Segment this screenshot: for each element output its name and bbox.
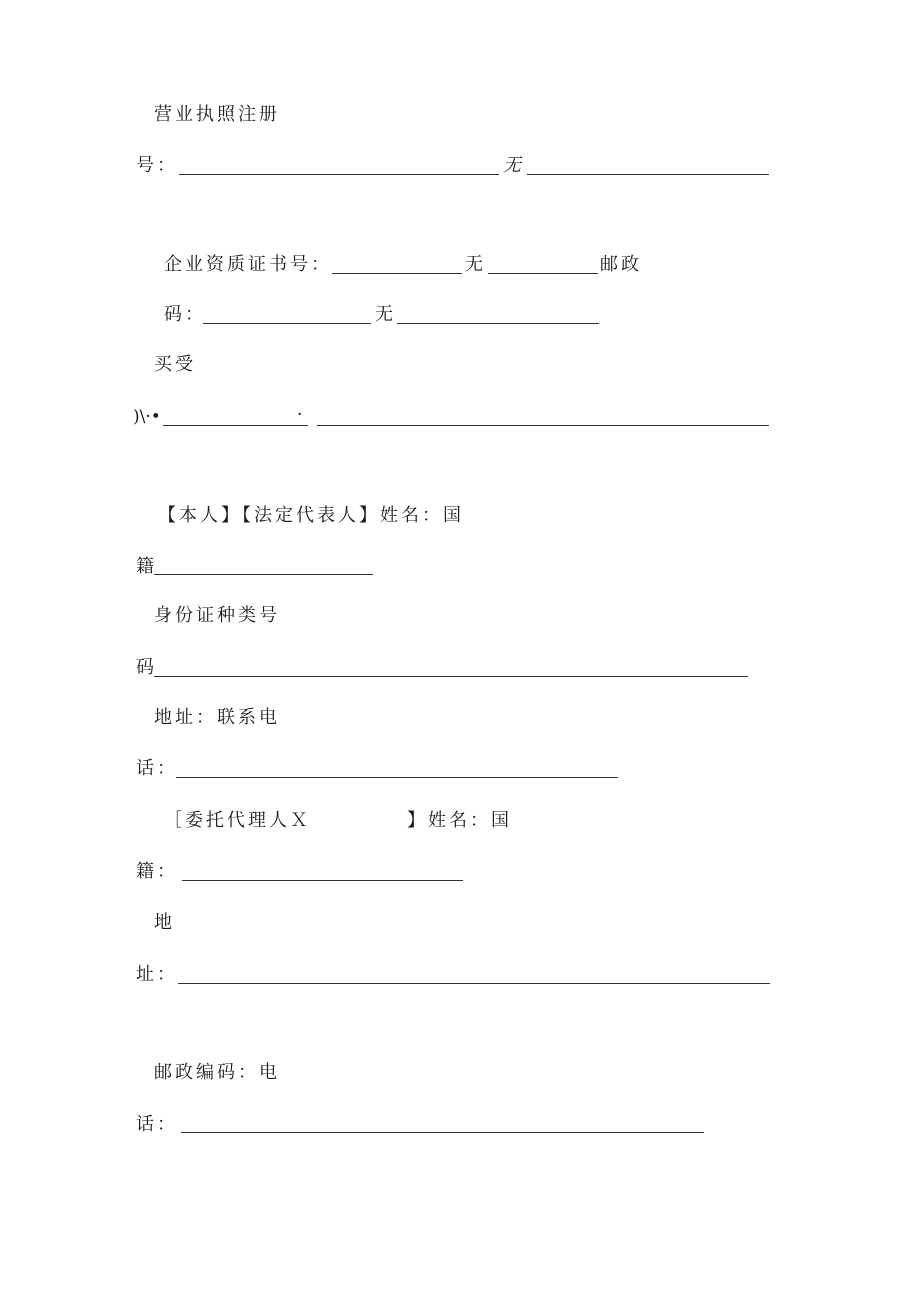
address-phone-label-cont: 话： <box>136 758 178 779</box>
agent-phone-field[interactable] <box>181 1132 704 1133</box>
agent-address-field[interactable] <box>178 983 770 984</box>
qualification-label: 企业资质证书号： <box>164 254 332 275</box>
agent-nationality-label: 籍： <box>136 861 178 882</box>
buyer-prefix: )\·• <box>133 407 161 427</box>
legal-rep-nationality-label: 籍 <box>136 556 157 577</box>
legal-rep-nationality-field[interactable] <box>154 574 373 575</box>
buyer-field-right[interactable] <box>317 425 769 426</box>
agent-nationality-field[interactable] <box>182 880 463 881</box>
agent-label-right: 】姓名：国 <box>407 810 512 831</box>
agent-postal-label: 邮政编码：电 <box>154 1062 280 1083</box>
business-license-label-cont: 号： <box>136 155 178 176</box>
postal-field-right[interactable] <box>397 323 599 324</box>
postal-field-left[interactable] <box>203 323 371 324</box>
qualification-field-right[interactable] <box>488 273 598 274</box>
postal-label: 邮政 <box>600 254 642 275</box>
buyer-label: 买受 <box>154 354 196 375</box>
id-card-label-cont: 码 <box>136 657 157 678</box>
id-card-field[interactable] <box>154 676 748 677</box>
agent-address-label-cont: 址： <box>136 964 178 985</box>
buyer-mark: · <box>297 405 303 425</box>
postal-value: 无 <box>375 304 396 325</box>
agent-label: ［委托代理人Ｘ <box>164 810 311 831</box>
business-license-value: 无 <box>503 155 524 176</box>
address-phone-label: 地址：联系电 <box>154 707 280 728</box>
qualification-value: 无 <box>465 254 486 275</box>
business-license-field-left[interactable] <box>179 174 499 175</box>
buyer-field-left[interactable] <box>163 425 308 426</box>
agent-address-label: 地 <box>154 912 175 933</box>
business-license-field-right[interactable] <box>527 174 769 175</box>
postal-label-cont: 码： <box>164 304 206 325</box>
legal-rep-label: 【本人】【法定代表人】姓名：国 <box>158 505 464 526</box>
qualification-field-left[interactable] <box>332 273 462 274</box>
business-license-label: 营业执照注册 <box>154 104 280 125</box>
phone-field[interactable] <box>176 777 618 778</box>
agent-postal-label-cont: 话： <box>136 1114 178 1135</box>
id-card-label: 身份证种类号 <box>154 605 280 626</box>
